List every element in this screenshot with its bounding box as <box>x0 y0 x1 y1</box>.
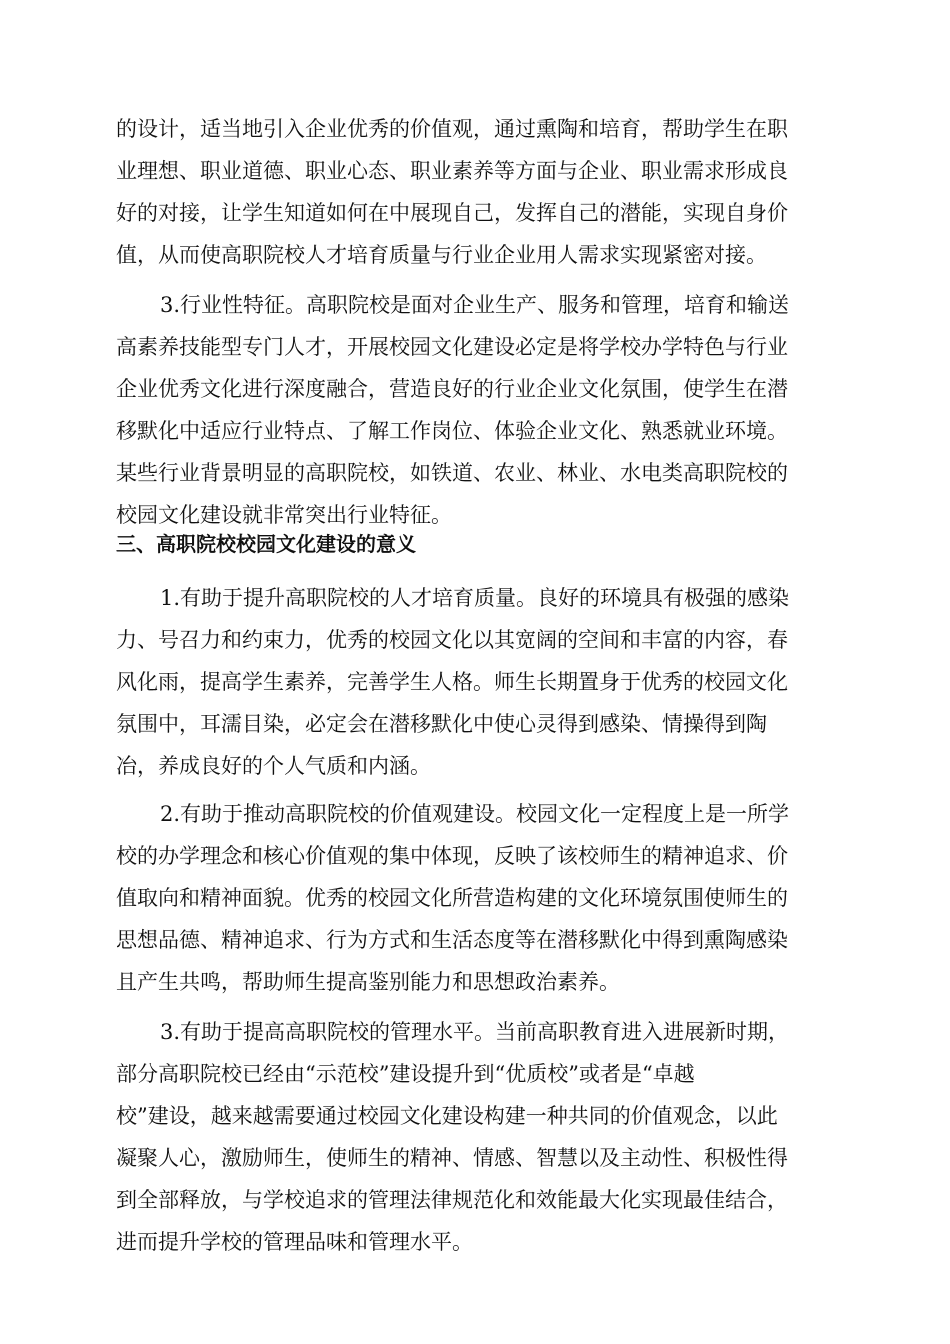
text-line: 企业优秀文化进行深度融合，营造良好的行业企业文化氛围，使学生在潜 <box>116 377 788 401</box>
text-line: 某些行业背景明显的高职院校，如铁道、农业、林业、水电类高职院校的 <box>116 461 788 485</box>
text-line: 且产生共鸣，帮助师生提高鉴别能力和思想政治素养。 <box>116 970 620 994</box>
text-line: 的设计，适当地引入企业优秀的价值观，通过熏陶和培育，帮助学生在职 <box>116 117 788 141</box>
text-line: 进而提升学校的管理品味和管理水平。 <box>116 1230 473 1254</box>
text-line: 值，从而使高职院校人才培育质量与行业企业用人需求实现紧密对接。 <box>116 243 767 267</box>
text-line: 冶，养成良好的个人气质和内涵。 <box>116 754 431 778</box>
text-line: 校的办学理念和核心价值观的集中体现，反映了该校师生的精神追求、价 <box>116 844 788 868</box>
text-line: 3.有助于提高高职院校的管理水平。当前高职教育进入进展新时期， <box>160 1020 790 1044</box>
text-line: 3.行业性特征。高职院校是面对企业生产、服务和管理，培育和输送 <box>160 293 790 317</box>
text-line: 业理想、职业道德、职业心态、职业素养等方面与企业、职业需求形成良 <box>116 159 788 183</box>
text-line: 1.有助于提升高职院校的人才培育质量。良好的环境具有极强的感染 <box>160 586 790 610</box>
text-line: 校”建设，越来越需要通过校园文化建设构建一种共同的价值观念，以此 <box>116 1104 778 1128</box>
text-line: 好的对接，让学生知道如何在中展现自己，发挥自己的潜能，实现自身价 <box>116 201 788 225</box>
text-line: 氛围中，耳濡目染，必定会在潜移默化中使心灵得到感染、情操得到陶 <box>116 712 767 736</box>
text-line: 思想品德、精神追求、行为方式和生活态度等在潜移默化中得到熏陶感染 <box>116 928 788 952</box>
text-line: 凝聚人心，激励师生，使师生的精神、情感、智慧以及主动性、积极性得 <box>116 1146 788 1170</box>
text-line: 风化雨，提高学生素养，完善学生人格。师生长期置身于优秀的校园文化 <box>116 670 788 694</box>
text-line: 校园文化建设就非常突出行业特征。 <box>116 503 452 527</box>
text-line: 力、号召力和约束力，优秀的校园文化以其宽阔的空间和丰富的内容，春 <box>116 628 788 652</box>
section-heading: 三、高职院校校园文化建设的意义 <box>116 532 416 556</box>
text-line: 2.有助于推动高职院校的价值观建设。校园文化一定程度上是一所学 <box>160 802 790 826</box>
text-line: 部分高职院校已经由“示范校”建设提升到“优质校”或者是“卓越 <box>116 1062 695 1086</box>
text-line: 值取向和精神面貌。优秀的校园文化所营造构建的文化环境氛围使师生的 <box>116 886 788 910</box>
text-line: 移默化中适应行业特点、了解工作岗位、体验企业文化、熟悉就业环境。 <box>116 419 788 443</box>
text-line: 高素养技能型专门人才，开展校园文化建设必定是将学校办学特色与行业 <box>116 335 788 359</box>
text-line: 到全部释放，与学校追求的管理法律规范化和效能最大化实现最佳结合， <box>116 1188 788 1212</box>
